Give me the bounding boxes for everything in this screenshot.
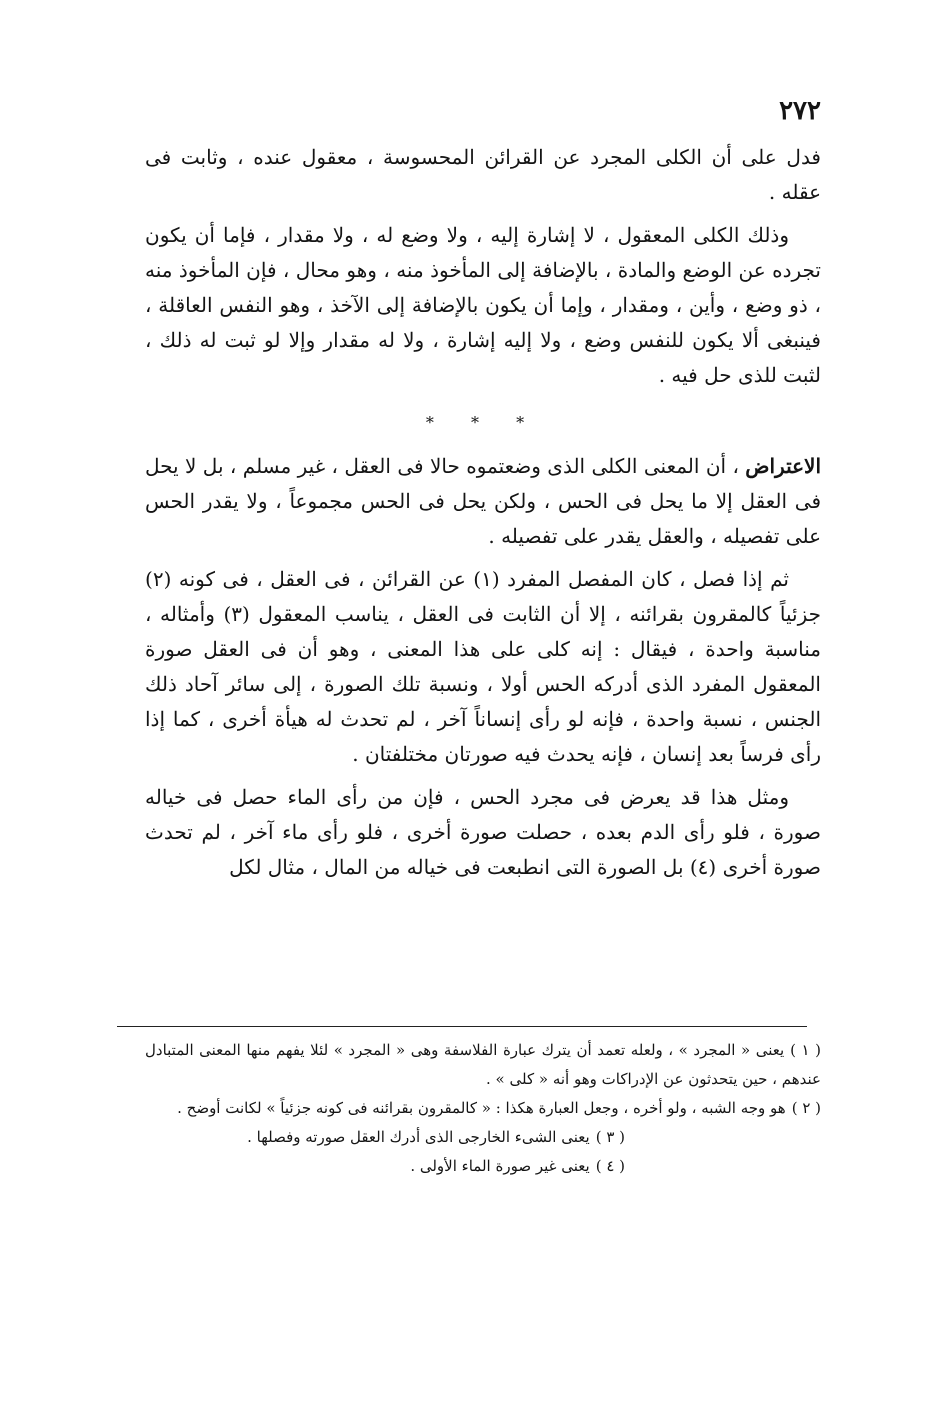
objection-text: ، أن المعنى الكلى الذى وضعتموه حالا فى العقل ، غير مسلم ، بل لا يحل فى العقل إلا ما يحل فى الحس ، ولكن يحل فى الحس مجموعاً ، ولا يقدر الحس على تفصيله ، والعقل يقدر على تفصيله . (145, 454, 821, 548)
footnotes (145, 1036, 821, 1181)
footnote-text: يعنى الشىء الخارجى الذى أدرك العقل صورته وفصلها . (247, 1128, 590, 1146)
page-number: ٢٧٢ (779, 96, 821, 126)
footnote-text: يعنى « المجرد » ، ولعله تعمد أن يترك عبارة الفلاسفة وهى « المجرد » لئلا يفهم منها المعنى المتبادل عندهم ، حين يتحدثون عن الإدراكات وهو أنه « كلى » . (145, 1041, 821, 1088)
footnote (145, 1123, 821, 1152)
footnote-text: هو وجه الشبه ، ولو أخره ، وجعل العبارة هكذا : « كالمقرون بقرائنه فى كونه جزئياً » لكانت أوضح . (177, 1099, 786, 1117)
footnote-number: ( ١ ) (790, 1041, 821, 1059)
paragraph-objection (145, 449, 821, 554)
footnote (145, 1152, 821, 1181)
footnote-number: ( ٢ ) (791, 1099, 821, 1117)
footnote (145, 1094, 821, 1123)
paragraph-detail: ثم إذا فصل ، كان المفصل المفرد (١) عن القرائن ، فى العقل ، فى كونه (٢) جزئياً كالمقرون بقرائنه ، إلا أن الثابت فى العقل ، يناسب المعقول (٣) وأمثاله ، مناسبة واحدة ، فيقال : إنه كلى على هذا المعنى ، وهو أن فى العقل صورة المعقول المفرد الذى أدركه الحس أولا ، ونسبة تلك الصورة ، إلى سائر آحاد ذلك الجنس ، نسبة واحدة ، فإنه لو رأى إنساناً آخر ، لم تحدث له هيأة أخرى ، كما إذا رأى فرساً بعد إنسان ، فإنه يحدث فيه صورتان مختلفتان . (145, 567, 821, 766)
objection-heading: الاعتراض (745, 454, 821, 478)
footnote (145, 1036, 821, 1094)
paragraph-example: ومثل هذا قد يعرض فى مجرد الحس ، فإن من رأى الماء حصل فى خياله صورة ، فلو رأى الدم بعده ، حصلت صورة أخرى ، فلو رأى ماء آخر ، لم تحدث صورة أخرى (٤) بل الصورة التى انطبعت فى خياله من المال ، مثال لكل (145, 785, 821, 879)
main-text (145, 140, 821, 885)
paragraph-argument: وذلك الكلى المعقول ، لا إشارة إليه ، ولا وضع له ، ولا مقدار ، فإما أن يكون تجرده عن الوضع والمادة ، بالإضافة إلى المأخوذ منه ، وهو محال ، فإن المأخوذ منه ، ذو وضع ، وأين ، ومقدار ، وإما أن يكون بالإضافة إلى الآخذ ، وهو النفس العاقلة ، فينبغى ألا يكون للنفس وضع ، ولا إليه إشارة ، ولا له مقدار وإلا لو ثبت له ذلك ، لثبت للذى حل فيه . (145, 223, 821, 387)
section-separator: * * * (425, 413, 541, 432)
paragraph-conclusion: فدل على أن الكلى المجرد عن القرائن المحسوسة ، معقول عنده ، وثابت فى عقله . (145, 145, 821, 204)
footnote-number: ( ٣ ) (595, 1128, 625, 1146)
footnote-text: يعنى غير صورة الماء الأولى . (410, 1157, 590, 1175)
footnote-number: ( ٤ ) (595, 1157, 625, 1175)
footnote-divider (117, 1026, 807, 1027)
